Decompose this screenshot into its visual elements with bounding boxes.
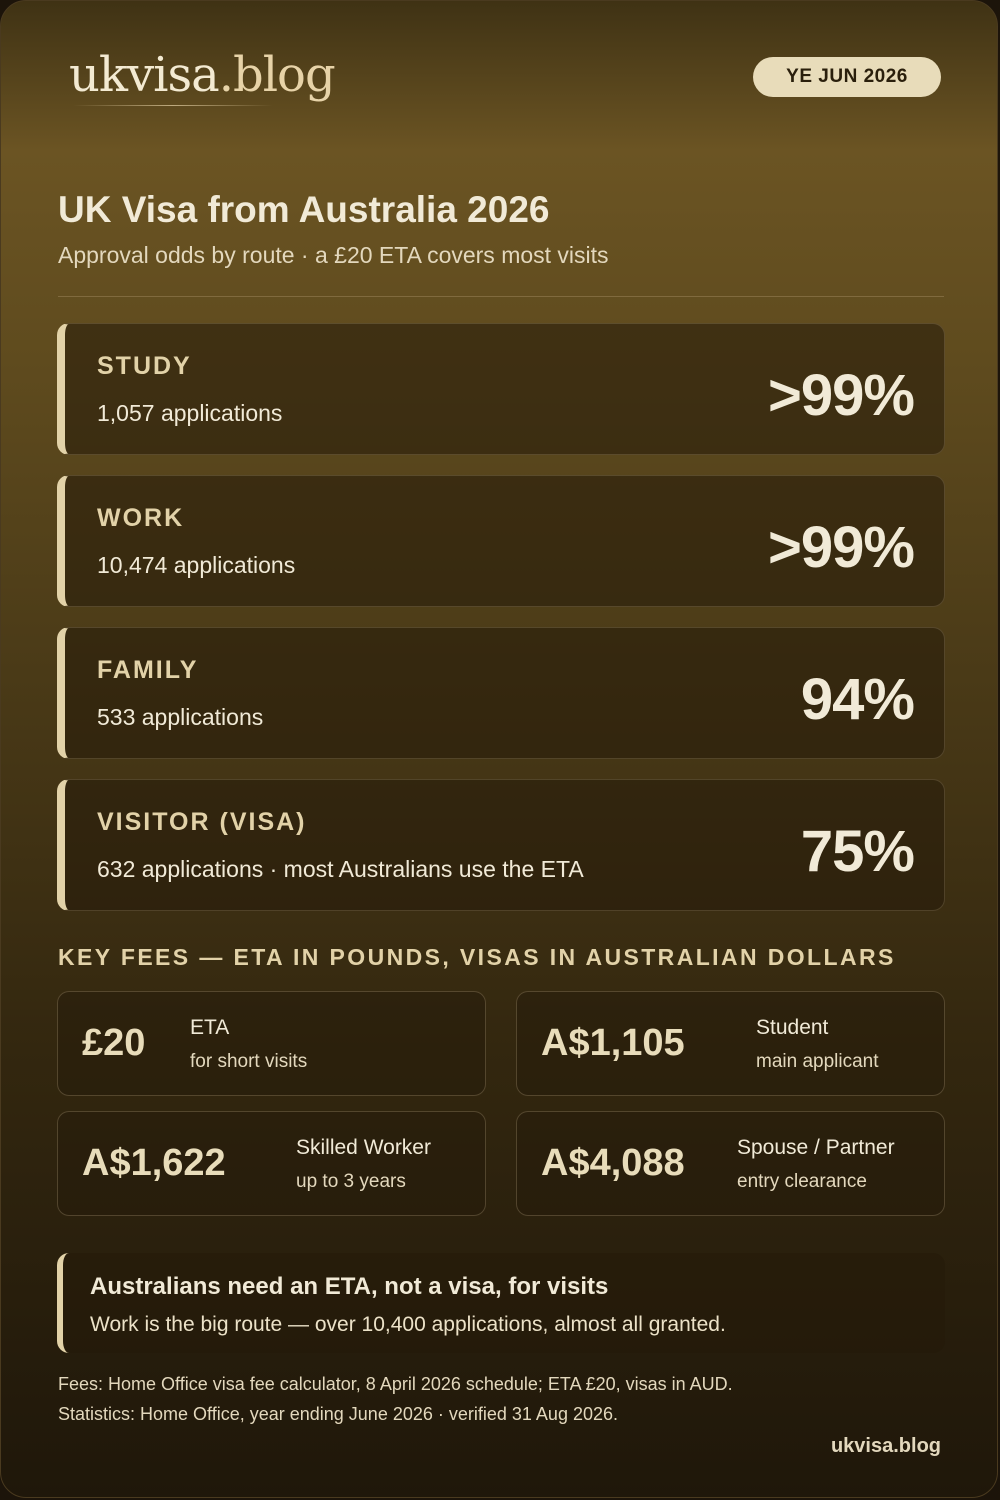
route-card-work <box>57 475 945 607</box>
fees-heading: KEY FEES — ETA IN POUNDS, VISAS IN AUSTRALIAN DOLLARS <box>58 944 896 970</box>
source-fees: Fees: Home Office visa fee calculator, 8 April 2026 schedule; ETA £20, visas in AUD. <box>58 1374 733 1394</box>
fee-amount: A$4,088 <box>541 1142 685 1184</box>
fee-detail: up to 3 years <box>296 1171 406 1192</box>
fee-amount: A$1,105 <box>541 1022 685 1064</box>
route-applications: 1,057 applications <box>97 400 283 426</box>
route-applications: 533 applications <box>97 704 264 730</box>
callout-heading: Australians need an ETA, not a visa, for visits <box>90 1273 609 1300</box>
route-approval-rate: >99% <box>768 515 914 580</box>
page-subtitle: Approval odds by route · a £20 ETA covers most visits <box>58 242 609 268</box>
route-name: WORK <box>97 504 185 532</box>
fee-card-student <box>516 991 945 1096</box>
route-applications: 10,474 applications <box>97 552 296 578</box>
route-name: STUDY <box>97 352 192 380</box>
period-badge: YE JUN 2026 <box>753 57 941 97</box>
route-approval-rate: 75% <box>800 819 914 884</box>
route-card-visitor <box>57 779 945 911</box>
fee-detail: main applicant <box>756 1051 879 1072</box>
source-statistics: Statistics: Home Office, year ending June 2026 · verified 31 Aug 2026. <box>58 1404 618 1424</box>
brand-logo <box>69 47 335 103</box>
brand-logo-tld: .blog <box>218 47 335 103</box>
callout-body: Work is the big route — over 10,400 applications, almost all granted. <box>90 1313 726 1336</box>
fee-label: Skilled Worker <box>296 1136 431 1159</box>
page-title: UK Visa from Australia 2026 <box>58 189 550 230</box>
fee-card-spouse-partner <box>516 1111 945 1216</box>
fee-detail: entry clearance <box>737 1171 867 1192</box>
fee-amount: £20 <box>82 1022 146 1064</box>
fee-detail: for short visits <box>190 1051 308 1072</box>
route-applications: 632 applications · most Australians use the ETA <box>97 856 584 882</box>
fee-label: ETA <box>190 1016 230 1039</box>
fee-card-eta <box>57 991 486 1096</box>
eta-callout <box>57 1253 945 1353</box>
fee-card-skilled-worker <box>57 1111 486 1216</box>
route-name: VISITOR (VISA) <box>97 808 307 836</box>
fee-label: Spouse / Partner <box>737 1136 895 1159</box>
route-approval-rate: >99% <box>768 363 914 428</box>
footer-brand: ukvisa.blog <box>830 1435 941 1457</box>
route-name: FAMILY <box>97 656 199 684</box>
fee-amount: A$1,622 <box>82 1142 226 1184</box>
route-approval-rate: 94% <box>800 667 914 732</box>
route-card-family <box>57 627 945 759</box>
route-card-study <box>57 323 945 455</box>
header-divider <box>58 296 944 297</box>
brand-logo-name: ukvisa <box>69 47 219 103</box>
logo-underline <box>73 105 273 106</box>
fee-label: Student <box>756 1016 829 1039</box>
